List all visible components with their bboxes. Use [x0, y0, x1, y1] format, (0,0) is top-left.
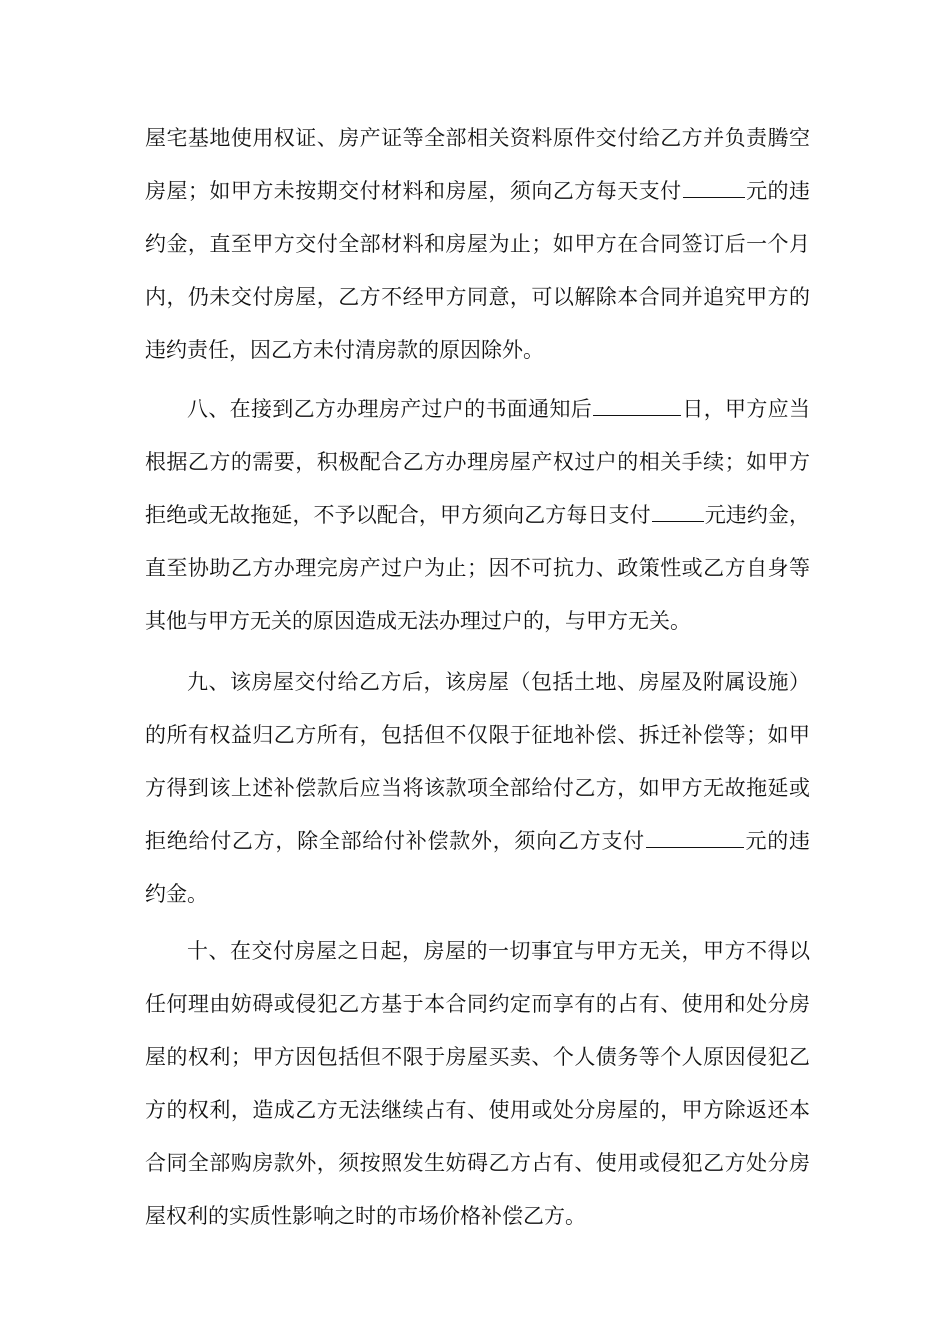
- blank-daily-penalty-amount[interactable]: [652, 503, 704, 522]
- paragraph-text: 元的违约金。: [145, 829, 811, 906]
- blank-days[interactable]: [593, 397, 681, 416]
- paragraph-text: 日，甲方应当根据乙方的需要，积极配合乙方办理房屋产权过户的相关手续；如甲方拒绝或无故拖延，不予以配合，甲方须向乙方每日支付: [145, 397, 810, 527]
- blank-penalty-amount[interactable]: [646, 829, 744, 848]
- paragraph-text: 十、在交付房屋之日起，房屋的一切事宜与甲方无关，甲方不得以任何理由妨碍或侵犯乙方基于本合同约定而享有的占有、使用和处分房屋的权利；甲方因包括但不限于房屋买卖、个人债务等个人原因侵犯乙方的权利，造成乙方无法继续占有、使用或处分房屋的，甲方除返还本合同全部购房款外，须按照发生妨碍乙方占有、使用或侵犯乙方处分房屋权利的实质性影响之时的市场价格补偿乙方。: [145, 939, 810, 1228]
- paragraph-text: 元违约金，直至协助乙方办理完房产过户为止；因不可抗力、政策性或乙方自身等其他与甲方无关的原因造成无法办理过户的，与甲方无关。: [145, 503, 811, 633]
- paragraph-text: 元的违约金，直至甲方交付全部材料和房屋为止；如甲方在合同签订后一个月内，仍未交付房屋，乙方不经甲方同意，可以解除本合同并追究甲方的违约责任，因乙方未付清房款的原因除外。: [145, 179, 811, 362]
- paragraph-delivery-penalty: [145, 112, 810, 377]
- paragraph-text: 九、该房屋交付给乙方后，该房屋（包括土地、房屋及附属设施）的所有权益归乙方所有，包括但不仅限于征地补偿、拆迁补偿等；如甲方得到该上述补偿款后应当将该款项全部给付乙方，如甲方无故拖延或拒绝给付乙方，除全部给付补偿款外，须向乙方支付: [145, 670, 810, 853]
- blank-daily-penalty-amount[interactable]: [683, 179, 745, 198]
- paragraph-text: 屋宅基地使用权证、房产证等全部相关资料原件交付给乙方并负责腾空房屋；如甲方未按期交付材料和房屋，须向乙方每天支付: [145, 126, 810, 203]
- paragraph-text: 八、在接到乙方办理房产过户的书面通知后: [187, 397, 593, 421]
- clause-10-rights: [145, 925, 810, 1243]
- clause-9-compensation: [145, 656, 810, 921]
- clause-8-transfer: [145, 383, 810, 648]
